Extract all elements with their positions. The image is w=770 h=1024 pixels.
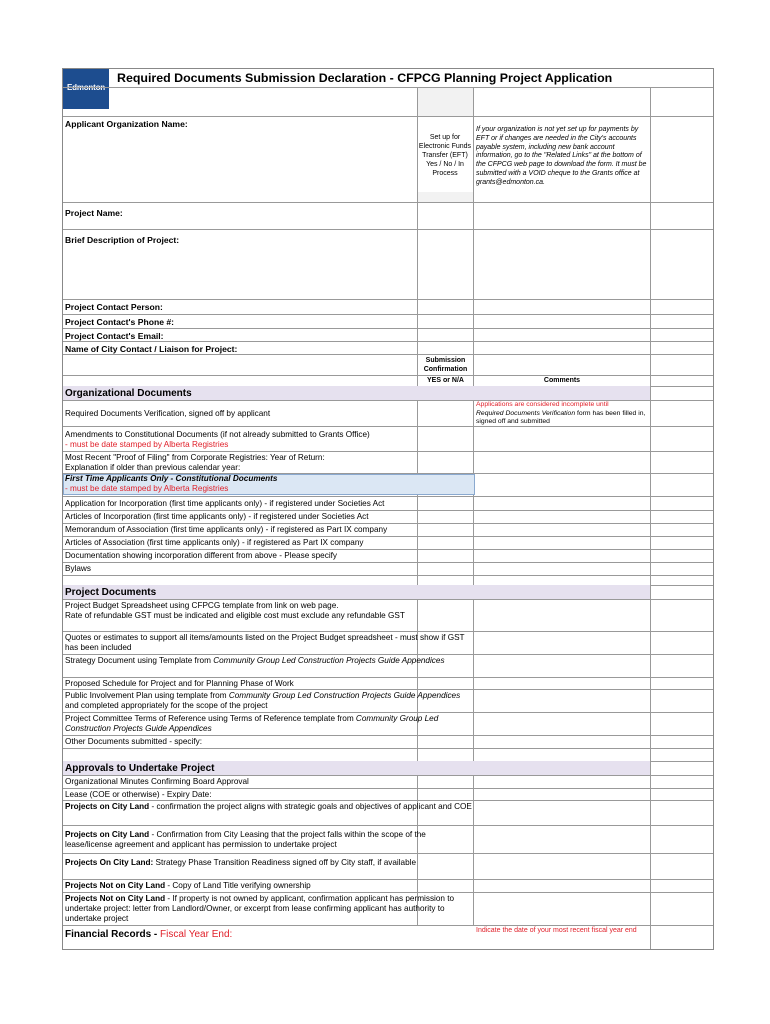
submission-confirmation-header: Submission Confirmation: [423, 357, 468, 373]
approval-lease: Lease (COE or otherwise) - Expiry Date:: [65, 790, 212, 799]
doc-schedule: Proposed Schedule for Project and for Planning Phase of Work: [65, 679, 294, 688]
doc-item: Bylaws: [65, 564, 91, 573]
contact-person-label: Project Contact Person:: [65, 302, 163, 312]
eft-shaded-cell: [418, 88, 473, 116]
approval-landlord-permission: Projects Not on City Land - If property is not owned by applicant, confirmation applicant has permission to undertake project: letter from Landlord/Owner, or excerpt from lease confirming applicant has authority to undertake project: [65, 894, 455, 923]
contact-email-label: Project Contact's Email:: [65, 331, 164, 341]
doc-item: Documentation showing incorporation different from above - Please specify: [65, 551, 338, 560]
verification-note: Applications are considered incomplete until Required Documents Verification form has been filled in, signed off and submitted: [476, 401, 646, 426]
section-approvals: Approvals to Undertake Project: [63, 761, 650, 775]
edmonton-logo: Edmonton: [63, 69, 109, 109]
section-organizational-documents: Organizational Documents: [63, 386, 650, 400]
doc-strategy: Strategy Document using Template from Community Group Led Construction Projects Guide Appendices: [65, 656, 445, 665]
declaration-sheet: [62, 68, 714, 950]
approval-land-title: Projects Not on City Land - Copy of Land Title verifying ownership: [65, 881, 311, 890]
eft-label: Set up for Electronic Funds Transfer (EFT) Yes / No / In Process: [418, 134, 472, 177]
contact-phone-label: Project Contact's Phone #:: [65, 317, 175, 327]
doc-item: Memorandum of Association (first time applicants only) - if registered as Part IX company: [65, 525, 388, 534]
doc-item: Application for Incorporation (first time applicants only) - if registered under Societies Act: [65, 499, 385, 508]
doc-item: Articles of Association (first time applicants only) - if registered as Part IX company: [65, 538, 364, 547]
doc-public-involvement: Public Involvement Plan using template from Community Group Led Construction Projects Guide Appendices and completed appropriately for the scope of the project: [65, 691, 461, 710]
fiscal-year-note: Indicate the date of your most recent fiscal year end: [476, 927, 637, 934]
approval-city-leasing: Projects on City Land - Confirmation from City Leasing that the project falls within the scope of the lease/license agreement and applicant has permission to undertake project: [65, 830, 426, 849]
doc-project-budget: Project Budget Spreadsheet using CFPCG template from link on web page. Rate of refundable GST must be indicated and eligible cost must exclude any refundable GST: [65, 601, 405, 620]
project-name-label: Project Name:: [65, 208, 123, 218]
doc-other: Other Documents submitted - specify:: [65, 737, 202, 746]
eft-note: If your organization is not yet set up for payments by EFT or if changes are needed in the City's accounts payable system, including new bank account information, go to the "Related Links" at the bottom of the CFPCG web page to download the form. It must be submitted with a VOID cheque to the Grants office at grants@edmonton.ca.: [476, 126, 647, 186]
financial-records-heading: Financial Records - Fiscal Year End:: [65, 929, 233, 940]
doc-amendments: Amendments to Constitutional Documents (if not already submitted to Grants Office) - must be date stamped by Alberta Registries: [65, 430, 370, 449]
comments-header: Comments: [543, 377, 581, 384]
city-contact-label: Name of City Contact / Liaison for Project:: [65, 344, 238, 354]
doc-quotes: Quotes or estimates to support all items/amounts listed on the Project Budget spreadsheet - must show if GST has been included: [65, 633, 465, 652]
project-description-label: Brief Description of Project:: [65, 235, 180, 245]
section-project-documents: Project Documents: [63, 585, 650, 599]
doc-proof-of-filing: Most Recent "Proof of Filing" from Corporate Registries: Year of Return: Explanation if older than previous calendar year:: [65, 453, 325, 472]
page-title: Required Documents Submission Declaration - CFPCG Planning Project Application: [117, 71, 613, 85]
approval-city-land-goals: Projects on City Land - confirmation the project aligns with strategic goals and objectives of applicant and COE: [65, 802, 472, 811]
doc-first-time-applicants: First Time Applicants Only - Constitutional Documents - must be date stamped by Alberta Registries: [65, 474, 278, 493]
doc-verification: Required Documents Verification, signed off by applicant: [65, 409, 271, 418]
approval-transition-readiness: Projects On City Land: Strategy Phase Transition Readiness signed off by City staff, if available: [65, 858, 417, 867]
doc-terms-of-reference: Project Committee Terms of Reference using Terms of Reference template from Community Group Led Construction Projects Guide Appendices: [65, 714, 439, 733]
applicant-org-label: Applicant Organization Name:: [65, 119, 188, 129]
doc-item: Articles of Incorporation (first time applicants only) - if registered under Societies Act: [65, 512, 369, 521]
approval-minutes: Organizational Minutes Confirming Board Approval: [65, 777, 249, 786]
yes-na-header: YES or N/A: [427, 377, 464, 384]
